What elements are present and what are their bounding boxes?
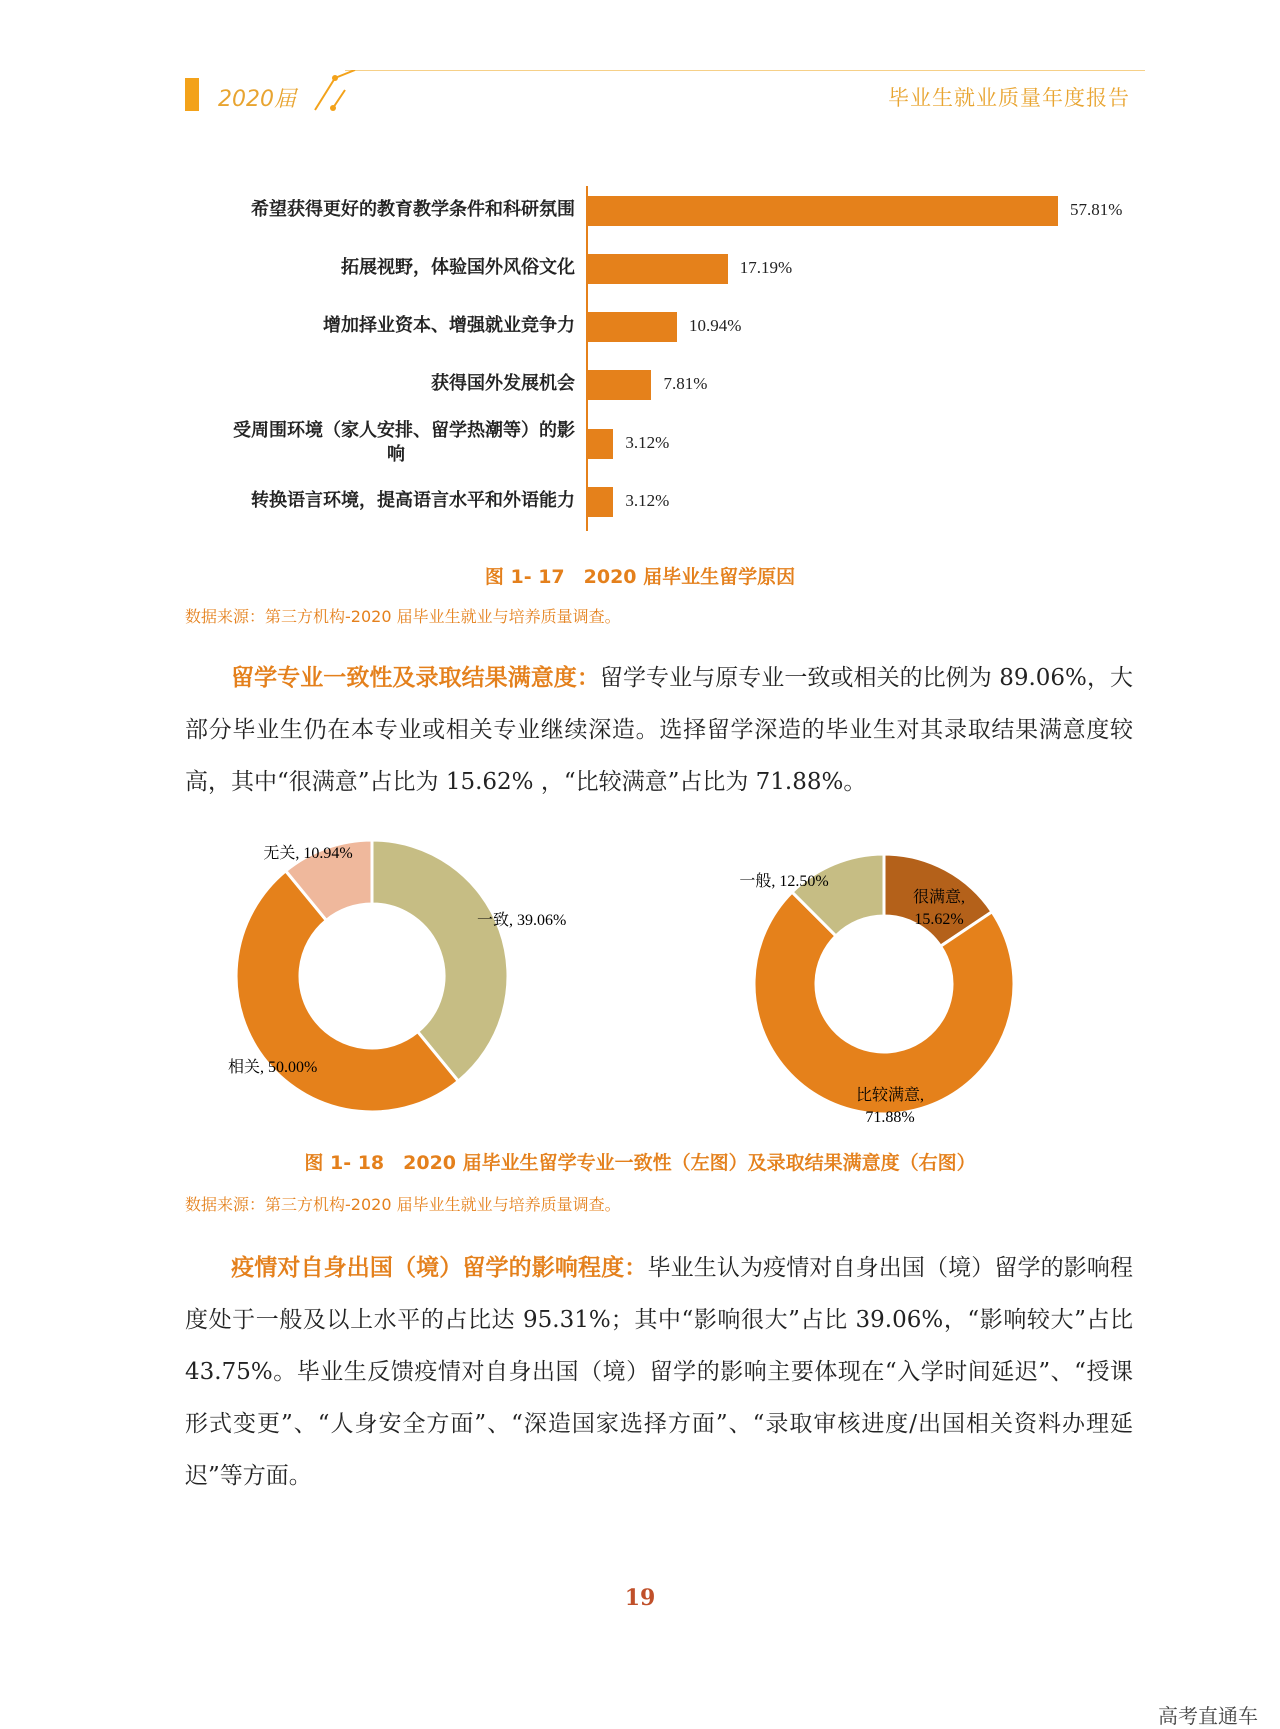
bar — [588, 429, 613, 459]
bar — [588, 312, 677, 342]
donut-slice — [754, 892, 1014, 1114]
bar-category-line: 响 — [387, 444, 405, 465]
bar-category-label — [175, 372, 575, 396]
page-number: 19 — [624, 1585, 656, 1611]
bar-value-label: 3.12% — [625, 491, 670, 510]
paragraph-pandemic-impact — [185, 1242, 1133, 1502]
figure-18-source: 数据来源：第三方机构-2020 届毕业生就业与培养质量调查。 — [185, 1195, 621, 1214]
bar-category-label — [175, 256, 575, 280]
bar-category-label — [175, 489, 575, 513]
bar-value-label: 10.94% — [688, 316, 742, 335]
watermark: 高考直通车 — [1158, 1704, 1258, 1728]
paragraph-text: 留学专业与原专业一致或相关的比例为 89.06%，大部分毕业生仍在本专业或相关专业继续深造。选择留学深造的毕业生对其录取结果满意度较高，其中“很满意”占比为 15.62% ，“比较满意”占比为 71.88%。 — [185, 665, 1134, 795]
donut-satisfaction — [739, 854, 1014, 1126]
bar-value-label: 57.81% — [1070, 200, 1123, 219]
bar-category-line: 转换语言环境，提高语言水平和外语能力 — [251, 490, 575, 511]
bar-value-label: 17.19% — [739, 258, 793, 277]
donut-charts — [180, 840, 1140, 1140]
figure-17-source: 数据来源：第三方机构-2020 届毕业生就业与培养质量调查。 — [185, 607, 621, 626]
donut-slice-label: 相关, 50.00% — [228, 1059, 318, 1076]
bar-value-label: 3.12% — [625, 433, 670, 452]
bar — [588, 487, 613, 517]
donut-slice-label: 一般, 12.50% — [739, 873, 829, 890]
donut-slice-label: 无关, 10.94% — [263, 845, 353, 862]
bar-chart-axis — [586, 186, 588, 531]
figure-17-caption: 图 1- 17 2020 届毕业生留学原因 — [484, 566, 796, 588]
figure-18-caption: 图 1- 18 2020 届毕业生留学专业一致性（左图）及录取结果满意度（右图） — [304, 1152, 976, 1174]
bar-value-label: 7.81% — [663, 374, 708, 393]
bar-category-line: 获得国外发展机会 — [431, 373, 575, 394]
bar — [588, 196, 1058, 226]
bar-category-label — [175, 198, 575, 222]
donut-slice-label: 一致, 39.06% — [477, 912, 567, 929]
bar — [588, 254, 728, 284]
donut-major-consistency — [228, 840, 566, 1112]
bar-category-line: 希望获得更好的教育教学条件和科研氛围 — [251, 199, 575, 220]
paragraph-lead: 留学专业一致性及录取结果满意度： — [231, 664, 600, 691]
header-year: 2020届 — [218, 87, 296, 112]
donut-slice-label: 71.88% — [865, 1109, 915, 1126]
paragraph-text: 毕业生认为疫情对自身出国（境）留学的影响程度处于一般及以上水平的占比达 95.31%；其中“影响很大”占比 39.06%，“影响较大”占比 43.75%。毕业生反馈疫情对自身出国（境）留学的影响主要体现在“入学时间延迟”、“授课形式变更”、“人身安全方面”、“深造国家选择方面”、“录取审核进度/出国相关资料办理延迟”等方面。 — [185, 1255, 1134, 1489]
bar-category-label — [175, 314, 575, 338]
paragraph-lead: 疫情对自身出国（境）留学的影响程度： — [231, 1254, 648, 1281]
bar-category-label — [175, 419, 575, 467]
bar-category-line: 增加择业资本、增强就业竞争力 — [323, 315, 575, 336]
header-title: 毕业生就业质量年度报告 — [888, 86, 1130, 110]
bar — [588, 370, 651, 400]
donut-slice-label: 15.62% — [914, 911, 964, 928]
bar-category-line: 拓展视野，体验国外风俗文化 — [341, 257, 575, 278]
donut-slice-label: 很满意, — [912, 889, 966, 906]
paragraph-major-consistency — [185, 652, 1133, 808]
donut-slice-label: 比较满意, — [855, 1087, 925, 1104]
bar-category-line: 受周围环境（家人安排、留学热潮等）的影 — [233, 420, 575, 441]
